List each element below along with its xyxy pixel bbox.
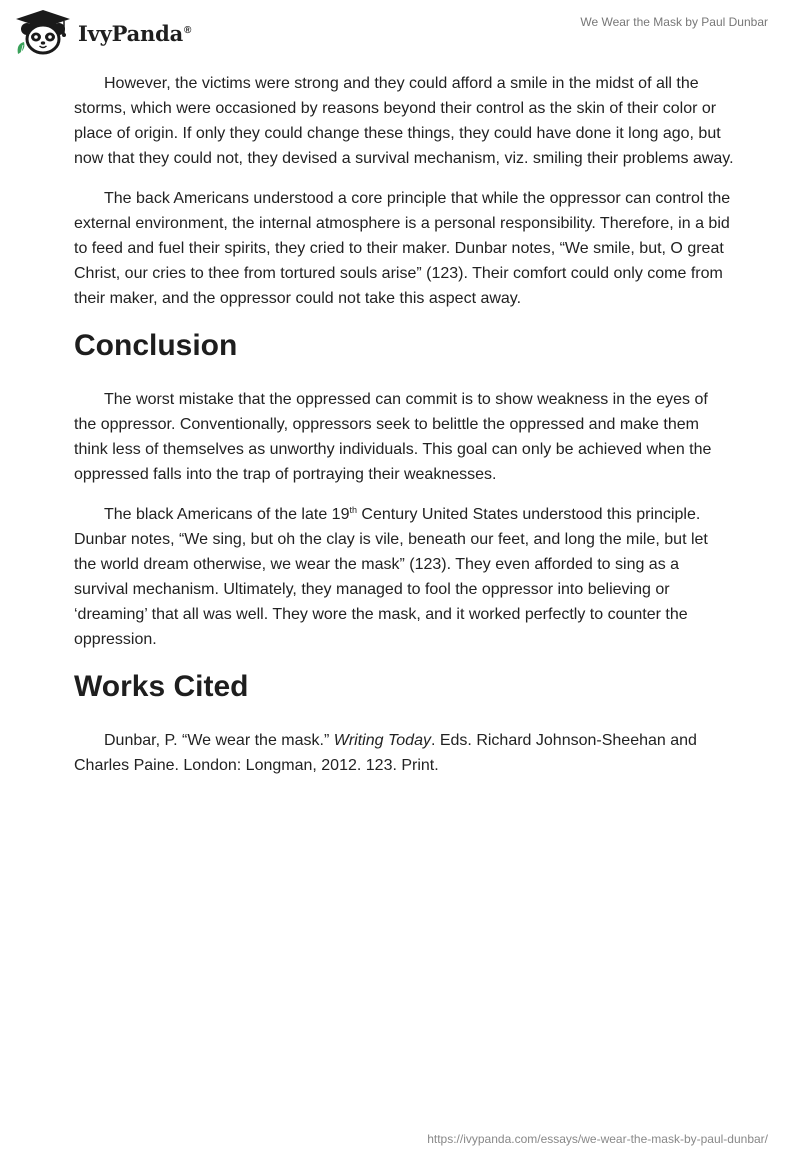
citation-author: Dunbar, P. “We wear the mask.” <box>104 732 334 749</box>
citation-source-title: Writing Today <box>333 732 431 749</box>
paragraph-black-americans <box>74 502 734 652</box>
ordinal-superscript: th <box>349 505 357 515</box>
paragraph-text-start: The black Americans of the late 19 <box>104 506 350 523</box>
paragraph-victims-smile: However, the victims were strong and they could afford a smile in the midst of all the storms, which were occasioned by reasons beyond their control as the skin of their color or place of origin. If only they could change these things, they could have done it long ago, but now that they could not, they devised a survival mechanism, viz. smiling their problems away. <box>74 75 734 167</box>
ivypanda-logo[interactable] <box>14 8 191 56</box>
paragraph-text-end: Century United States understood this principle. Dunbar notes, “We sing, but oh the clay is vile, beneath our feet, and long the mile, but let the world dream otherwise, we wear the mask” (123). They even afforded to sing as a survival mechanism. Ultimately, they managed to fool the oppressor into believing or ‘dreaming’ that all was well. They wore the mask, and it worked perfectly to counter the oppression. <box>74 506 708 648</box>
essay-content <box>74 71 734 793</box>
panda-graduate-icon <box>14 8 72 56</box>
paragraph-core-principle: The back Americans understood a core principle that while the oppressor can control the external environment, the internal atmosphere is a personal responsibility. Therefore, in a bid to feed and fuel their spirits, they cried to their maker. Dunbar notes, “We smile, but, O great Christ, our cries to thee from tortured souls arise” (123). Their comfort could only come from their maker, and the oppressor could not take this aspect away. <box>74 190 731 307</box>
source-url-link[interactable]: https://ivypanda.com/essays/we-wear-the-mask-by-paul-dunbar/ <box>427 1132 768 1146</box>
page-header <box>0 0 800 62</box>
citation-details: . Eds. Richard Johnson-Sheehan and Charles Paine. London: Longman, 2012. 123. Print. <box>74 732 697 774</box>
paragraph-worst-mistake: The worst mistake that the oppressed can commit is to show weakness in the eyes of the oppressor. Conventionally, oppressors seek to belittle the oppressed and make them think less of themselves as unworthy individuals. This goal can only be achieved when the oppressed falls into the trap of portraying their weaknesses. <box>74 391 712 483</box>
brand-name: IvyPanda® <box>78 20 192 46</box>
conclusion-heading: Conclusion <box>74 329 238 362</box>
works-cited-heading: Works Cited <box>74 670 249 703</box>
citation-entry <box>74 728 734 778</box>
registered-mark: ® <box>184 24 192 36</box>
document-title: We Wear the Mask by Paul Dunbar <box>580 15 768 29</box>
